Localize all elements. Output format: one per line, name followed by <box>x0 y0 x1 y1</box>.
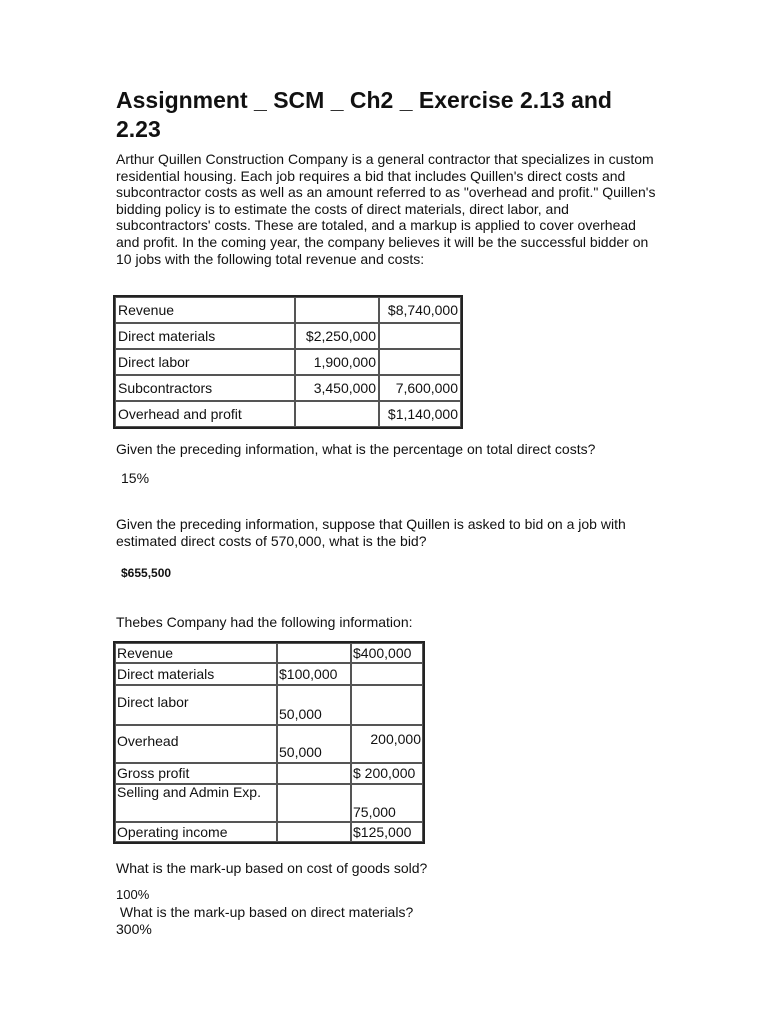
row-value <box>295 401 379 427</box>
question-3: What is the mark-up based on cost of goods sold? <box>116 860 428 876</box>
row-total: $1,140,000 <box>379 401 461 427</box>
table-row <box>115 323 461 349</box>
question-1: Given the preceding information, what is the percentage on total direct costs? <box>116 441 596 457</box>
row-value: 50,000 <box>277 685 351 725</box>
row-value: $2,250,000 <box>295 323 379 349</box>
row-label: Revenue <box>115 643 277 663</box>
row-total: 75,000 <box>351 784 423 822</box>
table-row <box>115 725 423 763</box>
row-total: $400,000 <box>351 643 423 663</box>
row-label: Overhead and profit <box>115 401 295 427</box>
row-label: Direct labor <box>115 349 295 375</box>
table-row <box>115 822 423 842</box>
quillen-cost-table <box>113 295 463 429</box>
table-row <box>115 663 423 685</box>
row-total: $ 200,000 <box>351 763 423 784</box>
row-total: 7,600,000 <box>379 375 461 401</box>
row-label: Direct materials <box>115 323 295 349</box>
row-value: 1,900,000 <box>295 349 379 375</box>
row-value <box>277 643 351 663</box>
row-value: $100,000 <box>277 663 351 685</box>
answer-3: 100% <box>116 887 150 902</box>
row-label: Direct labor <box>115 685 277 725</box>
question-4: What is the mark-up based on direct materials? <box>116 904 414 920</box>
row-value: 50,000 <box>277 725 351 763</box>
row-label: Direct materials <box>115 663 277 685</box>
row-total: 200,000 <box>351 725 423 763</box>
row-value <box>277 784 351 822</box>
row-label: Subcontractors <box>115 375 295 401</box>
table-row <box>115 685 423 725</box>
table-row <box>115 763 423 784</box>
row-total: $125,000 <box>351 822 423 842</box>
table-row <box>115 349 461 375</box>
table-row <box>115 297 461 323</box>
row-label: Operating income <box>115 822 277 842</box>
row-total <box>379 323 461 349</box>
row-total: $8,740,000 <box>379 297 461 323</box>
row-label: Gross profit <box>115 763 277 784</box>
thebes-intro: Thebes Company had the following information: <box>116 614 413 630</box>
document-title: Assignment _ SCM _ Ch2 _ Exercise 2.13 and 2.23 <box>116 87 612 142</box>
answer-1: 15% <box>121 470 150 486</box>
row-total <box>351 663 423 685</box>
intro-paragraph: Arthur Quillen Construction Company is a general contractor that specializes in custom residential housing. Each job requires a bid that includes Quillen's direct costs and subcontractor costs as well as an amount referred to as "overhead and profit." Quillen's bidding policy is to estimate the costs of direct materials, direct labor, and subcontractors' costs. These are totaled, and a markup is applied to cover overhead and profit. In the coming year, the company believes it will be the successful bidder on 10 jobs with the following total revenue and costs: <box>116 151 656 267</box>
table-row <box>115 784 423 822</box>
row-label: Selling and Admin Exp. <box>115 784 277 822</box>
answer-2: $655,500 <box>121 566 172 580</box>
row-label: Overhead <box>115 725 277 763</box>
row-total <box>351 685 423 725</box>
row-value: 3,450,000 <box>295 375 379 401</box>
row-value <box>295 297 379 323</box>
table-row <box>115 375 461 401</box>
row-label: Revenue <box>115 297 295 323</box>
row-value <box>277 763 351 784</box>
table-row <box>115 643 423 663</box>
question-2: Given the preceding information, suppose that Quillen is asked to bid on a job with estimated direct costs of 570,000, what is the bid? <box>116 516 626 549</box>
thebes-cost-table <box>113 641 425 844</box>
table-row <box>115 401 461 427</box>
answer-4: 300% <box>116 921 152 937</box>
row-value <box>277 822 351 842</box>
row-total <box>379 349 461 375</box>
